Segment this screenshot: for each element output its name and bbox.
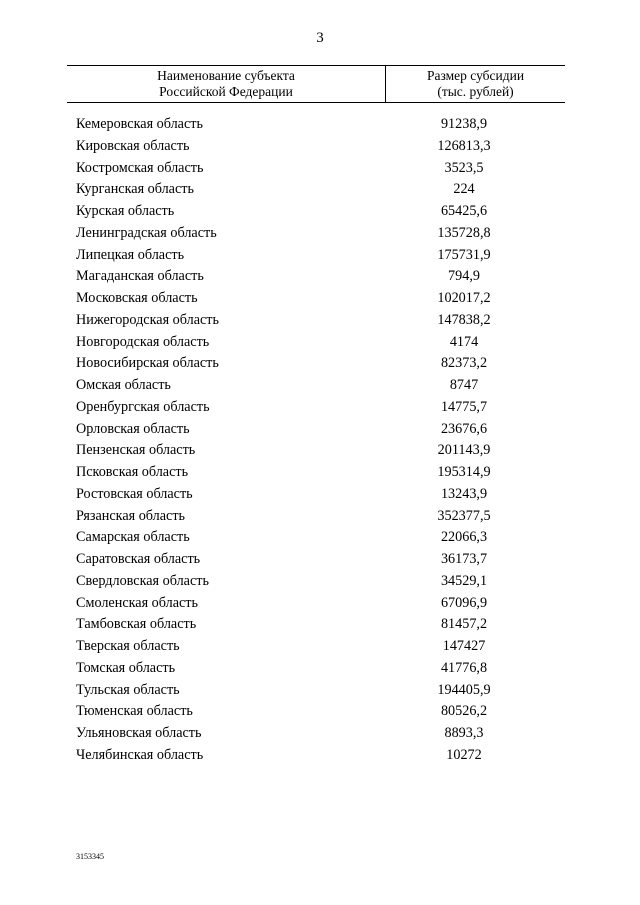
document-code: 3153345 xyxy=(76,852,104,861)
subsidy-amount: 10272 xyxy=(446,746,482,763)
table-row xyxy=(0,310,640,332)
table-row xyxy=(0,440,640,462)
subsidy-amount: 135728,8 xyxy=(437,224,491,241)
subsidy-amount: 14775,7 xyxy=(440,398,488,415)
subsidy-amount: 102017,2 xyxy=(437,290,491,306)
region-name: Самарская область xyxy=(76,529,190,546)
table-row xyxy=(0,375,640,397)
region-name: Оренбургская область xyxy=(76,398,210,415)
table-row xyxy=(0,680,640,702)
table-row xyxy=(0,266,640,288)
region-name: Московская область xyxy=(76,290,198,306)
region-name: Тамбовская область xyxy=(76,616,197,633)
table-row xyxy=(0,484,640,506)
region-name: Курганская область xyxy=(76,181,194,198)
subsidy-amount: 794,9 xyxy=(448,268,480,285)
region-name: Тверская область xyxy=(76,638,180,654)
region-name: Смоленская область xyxy=(76,594,198,611)
region-name: Курская область xyxy=(76,203,175,219)
subsidy-amount: 65425,6 xyxy=(440,203,488,219)
subsidy-amount: 201143,9 xyxy=(437,442,491,459)
region-name: Пензенская область xyxy=(76,442,196,459)
region-name: Ростовская область xyxy=(76,485,193,502)
subsidy-amount: 352377,5 xyxy=(437,507,491,524)
region-name: Свердловская область xyxy=(76,572,209,589)
subsidy-amount: 36173,7 xyxy=(440,551,488,567)
subsidy-amount: 4174 xyxy=(449,333,479,350)
subsidy-amount: 67096,9 xyxy=(440,594,488,611)
region-name: Омская область xyxy=(76,377,171,393)
page-number: 3 xyxy=(316,30,324,46)
table-row xyxy=(0,201,640,223)
subsidy-amount: 82373,2 xyxy=(440,355,488,372)
region-name: Новгородская область xyxy=(76,333,210,350)
table-row xyxy=(0,332,640,354)
table-row xyxy=(0,549,640,571)
table-row xyxy=(0,353,640,375)
table-body xyxy=(0,114,640,767)
column-header-region xyxy=(67,68,385,100)
subsidy-amount: 91238,9 xyxy=(440,116,488,132)
column-header-amount xyxy=(386,68,565,100)
table-row xyxy=(0,462,640,484)
table-row xyxy=(0,571,640,593)
region-name: Ленинградская область xyxy=(76,224,217,241)
table-row xyxy=(0,593,640,615)
table-row xyxy=(0,158,640,180)
table-row xyxy=(0,245,640,267)
region-name: Новосибирская область xyxy=(76,355,219,372)
column-header-region-line1: Наименование субъекта xyxy=(157,68,295,83)
region-name: Челябинская область xyxy=(76,746,204,763)
table-row xyxy=(0,658,640,680)
subsidy-amount: 126813,3 xyxy=(437,137,491,154)
region-name: Магаданская область xyxy=(76,268,204,285)
region-name: Псковская область xyxy=(76,464,189,480)
table-row xyxy=(0,701,640,723)
table-row xyxy=(0,527,640,549)
subsidy-amount: 147427 xyxy=(442,638,486,654)
table-row xyxy=(0,288,640,310)
region-name: Тульская область xyxy=(76,681,180,698)
subsidy-amount: 81457,2 xyxy=(440,616,488,633)
subsidy-amount: 8893,3 xyxy=(444,725,484,741)
region-name: Липецкая область xyxy=(76,246,185,263)
subsidy-amount: 147838,2 xyxy=(437,311,491,328)
table-header xyxy=(67,65,565,103)
table-row xyxy=(0,179,640,201)
table-row xyxy=(0,114,640,136)
table-row xyxy=(0,636,640,658)
table-row xyxy=(0,723,640,745)
table-row xyxy=(0,397,640,419)
subsidy-amount: 175731,9 xyxy=(437,246,491,263)
region-name: Тюменская область xyxy=(76,703,193,720)
region-name: Орловская область xyxy=(76,420,190,437)
table-row xyxy=(0,745,640,767)
region-name: Костромская область xyxy=(76,159,204,176)
table-row xyxy=(0,614,640,636)
column-header-amount-line2: (тыс. рублей) xyxy=(437,84,514,99)
subsidy-amount: 34529,1 xyxy=(440,572,488,589)
subsidy-amount: 195314,9 xyxy=(437,464,491,480)
table-row xyxy=(0,506,640,528)
table-row xyxy=(0,223,640,245)
region-name: Кемеровская область xyxy=(76,116,203,132)
subsidy-amount: 8747 xyxy=(449,377,479,393)
column-header-region-line2: Российской Федерации xyxy=(159,84,293,99)
table-row xyxy=(0,136,640,158)
region-name: Томская область xyxy=(76,659,176,676)
subsidy-amount: 3523,5 xyxy=(444,159,484,176)
column-header-amount-line1: Размер субсидии xyxy=(426,68,525,83)
subsidy-amount: 80526,2 xyxy=(440,703,488,720)
subsidy-amount: 22066,3 xyxy=(440,529,488,546)
subsidy-amount: 23676,6 xyxy=(440,420,488,437)
subsidy-amount: 41776,8 xyxy=(440,659,488,676)
region-name: Ульяновская область xyxy=(76,725,202,741)
subsidy-amount: 13243,9 xyxy=(440,485,488,502)
subsidy-amount: 194405,9 xyxy=(437,681,491,698)
region-name: Рязанская область xyxy=(76,507,186,524)
table-row xyxy=(0,419,640,441)
region-name: Саратовская область xyxy=(76,551,201,567)
region-name: Нижегородская область xyxy=(76,311,219,328)
subsidy-amount: 224 xyxy=(453,181,475,198)
region-name: Кировская область xyxy=(76,137,190,154)
